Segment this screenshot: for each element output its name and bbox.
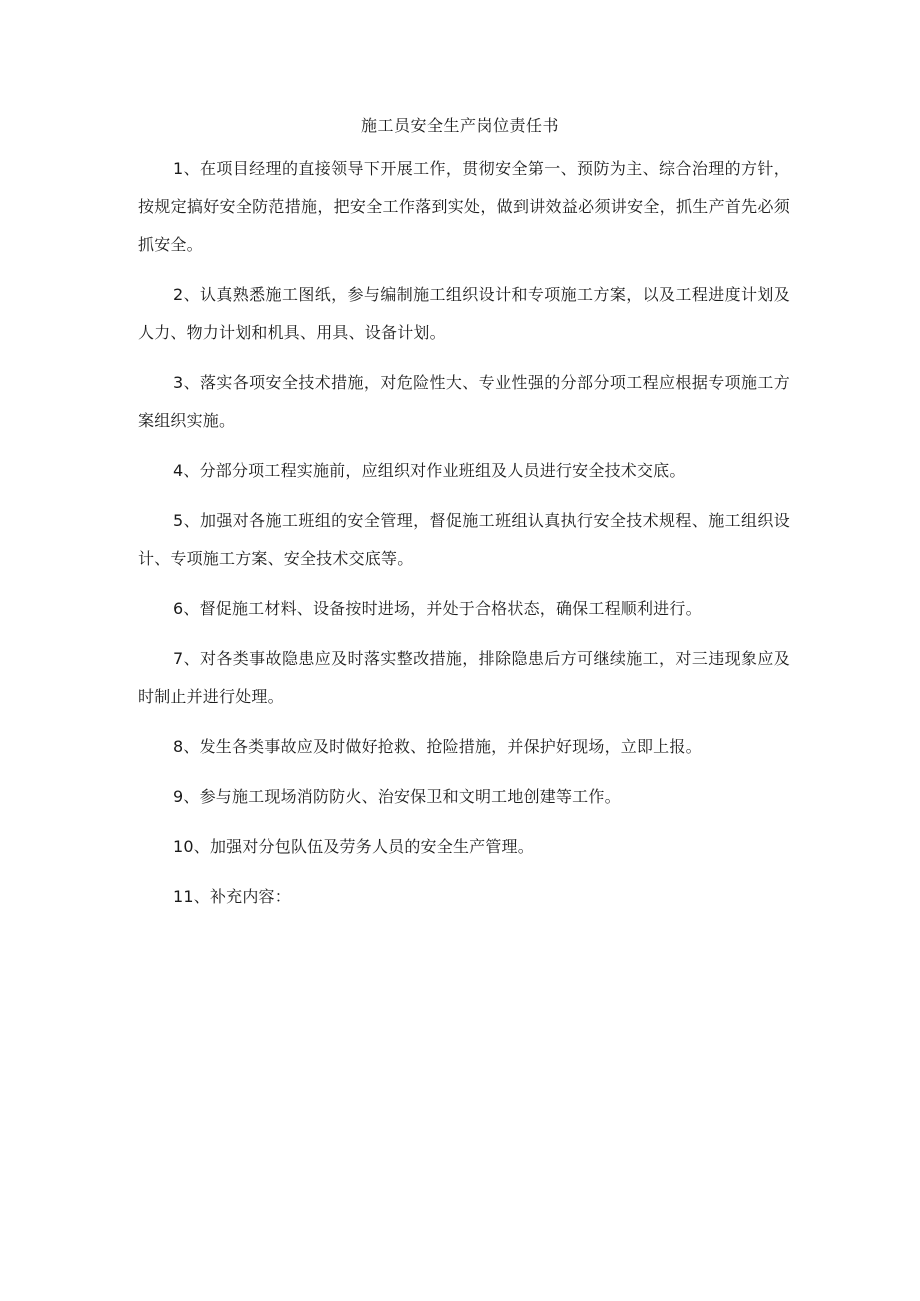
clause-6: 6、督促施工材料、设备按时进场，并处于合格状态，确保工程顺利进行。 [173,599,702,618]
clause-9: 9、参与施工现场消防防火、治安保卫和文明工地创建等工作。 [173,787,621,806]
clause-4: 4、分部分项工程实施前，应组织对作业班组及人员进行安全技术交底。 [173,461,686,480]
clause-1: 1、在项目经理的直接领导下开展工作，贯彻安全第一、预防为主、综合治理的方针，按规定搞好安全防范措施，把安全工作落到实处，做到讲效益必须讲安全，抓生产首先必须抓安全。 [138,159,790,254]
clause-10: 10、加强对分包队伍及劳务人员的安全生产管理。 [173,837,534,856]
document-title: 施工员安全生产岗位责任书 [360,116,559,135]
clause-2: 2、认真熟悉施工图纸，参与编制施工组织设计和专项施工方案，以及工程进度计划及人力、物力计划和机具、用具、设备计划。 [138,285,790,342]
clause-8: 8、发生各类事故应及时做好抢救、抢险措施，并保护好现场，立即上报。 [173,737,702,756]
document-body [138,150,790,928]
clause-3: 3、落实各项安全技术措施，对危险性大、专业性强的分部分项工程应根据专项施工方案组织实施。 [138,373,790,430]
clause-5: 5、加强对各施工班组的安全管理，督促施工班组认真执行安全技术规程、施工组织设计、专项施工方案、安全技术交底等。 [138,511,790,568]
clause-7: 7、对各类事故隐患应及时落实整改措施，排除隐患后方可继续施工，对三违现象应及时制止并进行处理。 [138,649,790,706]
clause-11-supplementary: 11、补充内容： [173,887,291,906]
